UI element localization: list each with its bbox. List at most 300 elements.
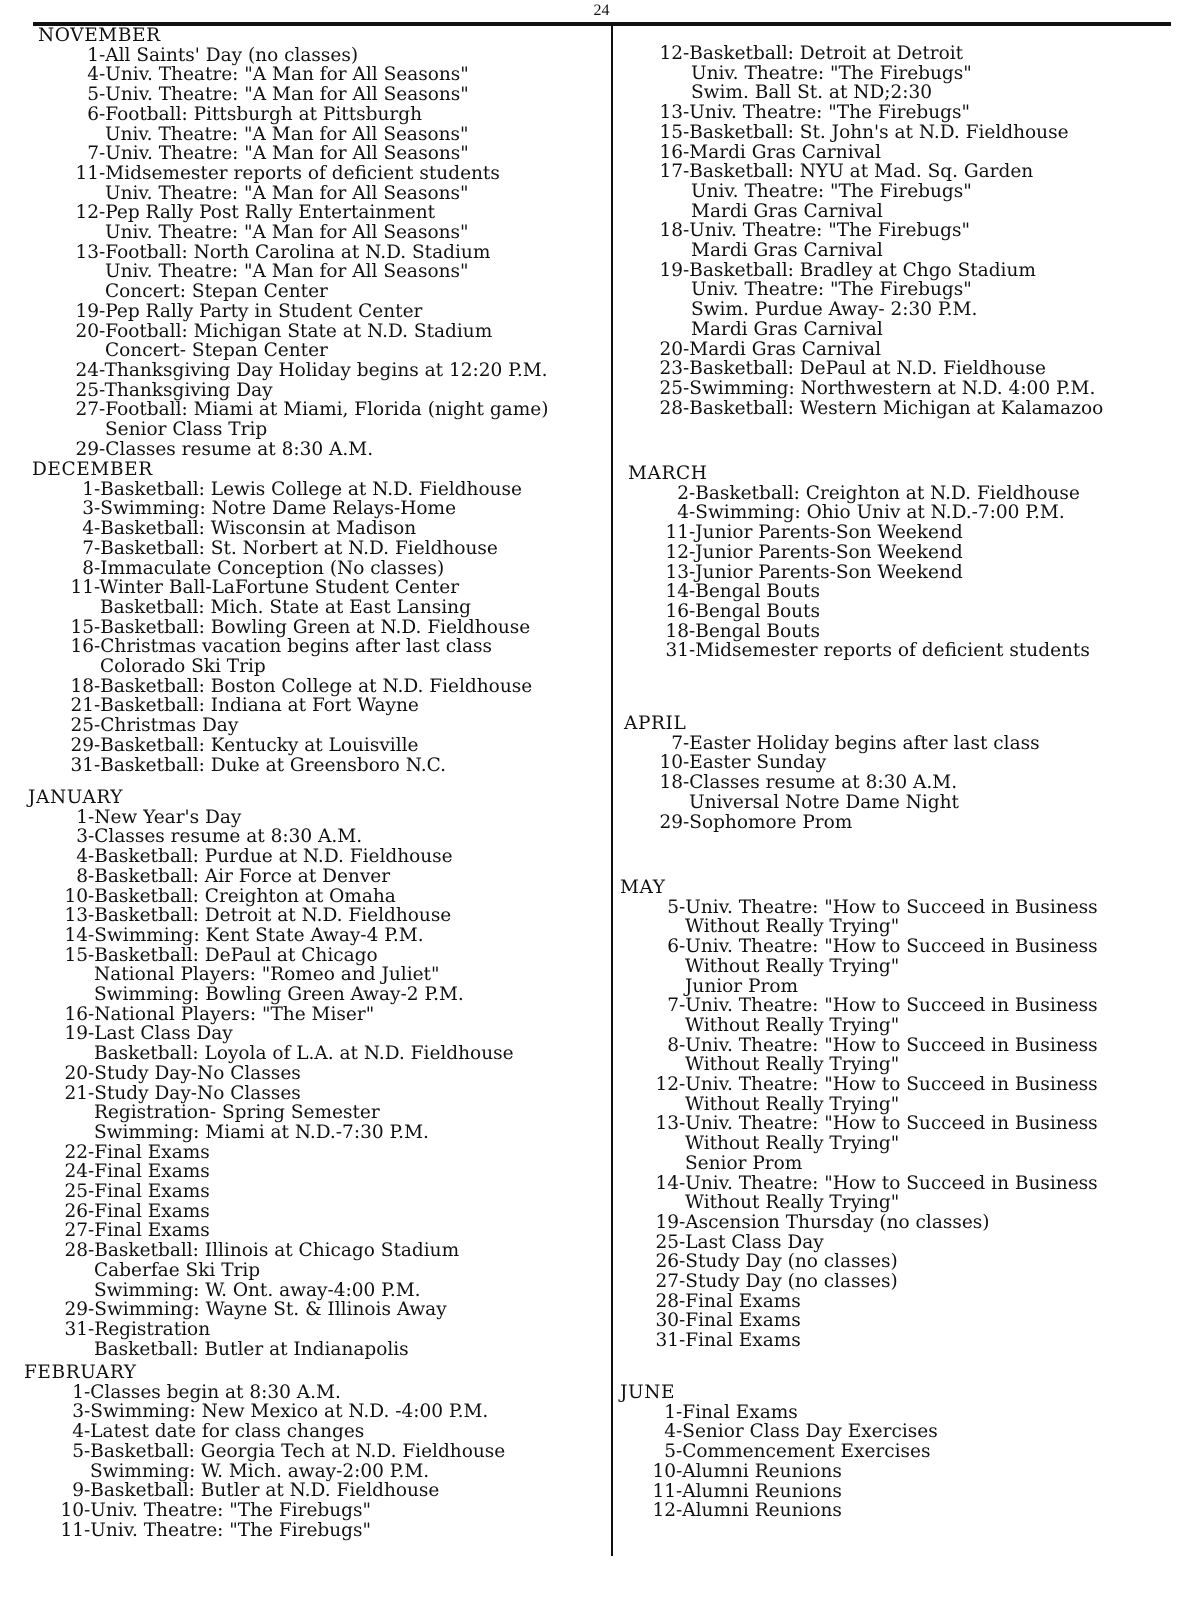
entry-text: Football: Pittsburgh at Pittsburgh xyxy=(105,103,423,125)
entry-dash: - xyxy=(679,1034,686,1056)
entry-dash: - xyxy=(676,1480,683,1502)
entry-dash: - xyxy=(99,241,106,263)
entry-day: 19 xyxy=(64,1023,88,1045)
entry-dash: - xyxy=(94,616,101,638)
entry-text: Basketball: Western Michigan at Kalamazoo xyxy=(689,397,1104,419)
entry-day: 4 xyxy=(664,1421,676,1443)
calendar-entry xyxy=(620,1403,938,1423)
entry-text: Basketball: Creighton at Omaha xyxy=(94,885,396,907)
entry-text: Final Exams xyxy=(94,1181,210,1203)
entry-dash: - xyxy=(88,826,95,848)
entry-text: Classes resume at 8:30 A.M. xyxy=(105,438,374,460)
entry-text: Study Day-No Classes xyxy=(94,1062,301,1084)
entry-text: Bengal Bouts xyxy=(695,600,820,622)
entry-dash: - xyxy=(689,561,696,583)
entry-text: Mardi Gras Carnival xyxy=(689,141,882,163)
entry-dash: - xyxy=(679,1290,686,1312)
calendar-entry xyxy=(620,503,1090,523)
entry-day: 27 xyxy=(64,1220,88,1242)
entry-day: 15 xyxy=(64,944,88,966)
entry-text: Swimming: Notre Dame Relays-Home xyxy=(100,498,457,520)
entry-text: Final Exams xyxy=(685,1330,801,1352)
entry-dash: - xyxy=(88,1220,95,1242)
entry-day: 1 xyxy=(664,1401,676,1423)
calendar-entry xyxy=(24,519,532,539)
entry-text: Classes resume at 8:30 A.M. xyxy=(94,826,363,848)
entry-text: Mardi Gras Carnival xyxy=(691,318,883,340)
calendar-entry xyxy=(620,813,1040,833)
month-june xyxy=(620,1383,938,1521)
entry-day: 4 xyxy=(87,64,99,86)
entry-dash: - xyxy=(99,103,106,125)
entry-text: Swimming: W. Ont. away-4:00 P.M. xyxy=(94,1279,421,1301)
entry-day: 31 xyxy=(70,754,94,776)
entry-text: Christmas Day xyxy=(100,715,239,737)
entry-dash: - xyxy=(683,772,690,794)
entry-day: 3 xyxy=(76,826,88,848)
calendar-entry xyxy=(620,898,1098,937)
calendar-entry xyxy=(620,1311,1098,1331)
calendar-entry xyxy=(24,1143,514,1163)
entry-text: Football: Miami at Miami, Florida (night game) xyxy=(105,399,549,421)
entry-text: Senior Class Trip xyxy=(105,419,268,441)
calendar-entry xyxy=(620,1501,938,1521)
month-december xyxy=(24,460,532,775)
entry-day: 14 xyxy=(665,581,689,603)
entry-dash: - xyxy=(88,806,95,828)
calendar-entry xyxy=(620,162,1103,221)
entry-text: Football: Michigan State at N.D. Stadium xyxy=(105,320,493,342)
entry-text: Final Exams xyxy=(682,1401,798,1423)
entry-text: Pep Rally Post Rally Entertainment xyxy=(105,202,436,224)
month-heading: FEBRUARY xyxy=(24,1362,137,1383)
calendar-entry xyxy=(24,1402,505,1422)
entry-text: Sophomore Prom xyxy=(689,811,853,833)
entry-text: Registration- Spring Semester xyxy=(94,1102,380,1124)
entry-text: Junior Parents-Son Weekend xyxy=(695,541,963,563)
entry-text: Univ. Theatre: "A Man for All Seasons" xyxy=(105,261,469,283)
entry-day: 13 xyxy=(64,905,88,927)
entry-text: Ascension Thursday (no classes) xyxy=(685,1211,990,1233)
entry-text: Alumni Reunions xyxy=(682,1460,842,1482)
entry-text: Univ. Theatre: "A Man for All Seasons" xyxy=(105,123,469,145)
entry-text: Univ. Theatre: "The Firebugs" xyxy=(691,279,972,301)
entry-text: Basketball: Bowling Green at N.D. Fieldhouse xyxy=(100,616,531,638)
entry-text: Thanksgiving Day Holiday begins at 12:20 P.M. xyxy=(104,359,548,381)
entry-dash: - xyxy=(94,734,101,756)
entry-day: 24 xyxy=(64,1161,88,1183)
entry-day: 10 xyxy=(64,885,88,907)
calendar-entry xyxy=(620,1036,1098,1075)
entry-day: 4 xyxy=(72,1421,84,1443)
entry-text: Final Exams xyxy=(685,1310,801,1332)
entry-text: Midsemester reports of deficient students xyxy=(695,640,1090,662)
month-november xyxy=(24,26,548,459)
entry-dash: - xyxy=(689,482,696,504)
entry-day: 20 xyxy=(75,320,99,342)
entry-dash: - xyxy=(679,1310,686,1332)
entry-day: 25 xyxy=(75,379,99,401)
entry-text: New Year's Day xyxy=(94,806,242,828)
entry-text: Easter Holiday begins after last class xyxy=(689,732,1040,754)
entry-text: Latest date for class changes xyxy=(90,1421,365,1443)
month-february-continued xyxy=(620,44,1103,418)
entry-dash: - xyxy=(94,636,101,658)
entry-dash: - xyxy=(683,358,690,380)
entry-day: 3 xyxy=(82,498,94,520)
entry-day: 13 xyxy=(659,102,683,124)
entry-day: 8 xyxy=(82,557,94,579)
entry-text: Concert: Stepan Center xyxy=(105,281,328,303)
entry-dash: - xyxy=(683,397,690,419)
calendar-entry xyxy=(24,440,548,460)
entry-text: Basketball: Loyola of L.A. at N.D. Fieldhouse xyxy=(94,1043,514,1065)
entry-text: Univ. Theatre: "How to Succeed in Business xyxy=(685,936,1098,958)
entry-dash: - xyxy=(676,1441,683,1463)
entry-day: 14 xyxy=(64,924,88,946)
calendar-entry xyxy=(24,1064,514,1084)
entry-text: Basketball: Bradley at Chgo Stadium xyxy=(689,259,1036,281)
calendar-entry xyxy=(24,926,514,946)
entry-dash: - xyxy=(99,162,106,184)
entry-day: 14 xyxy=(655,1172,679,1194)
calendar-entry xyxy=(620,484,1090,504)
calendar-entry xyxy=(620,563,1090,583)
calendar-entry xyxy=(24,736,532,756)
entry-dash: - xyxy=(88,905,95,927)
entry-day: 18 xyxy=(665,620,689,642)
calendar-entry xyxy=(24,637,532,676)
entry-day: 12 xyxy=(75,202,99,224)
entry-text: Final Exams xyxy=(685,1290,801,1312)
entry-dash: - xyxy=(99,64,106,86)
entry-dash: - xyxy=(683,121,690,143)
entry-text: Swimming: Ohio Univ at N.D.-7:00 P.M. xyxy=(695,502,1065,524)
entry-day: 11 xyxy=(75,162,99,184)
entry-text: Univ. Theatre: "A Man for All Seasons" xyxy=(105,84,469,106)
entry-day: 29 xyxy=(70,734,94,756)
month-january xyxy=(24,788,514,1359)
entry-dash: - xyxy=(689,620,696,642)
entry-dash: - xyxy=(689,600,696,622)
entry-day: 29 xyxy=(64,1299,88,1321)
entry-text: Basketball: Creighton at N.D. Fieldhouse xyxy=(695,482,1080,504)
entry-text: Thanksgiving Day xyxy=(104,379,273,401)
entry-dash: - xyxy=(88,924,95,946)
entry-text: Basketball: St. Norbert at N.D. Fieldhouse xyxy=(100,537,498,559)
entry-day: 13 xyxy=(75,241,99,263)
entry-dash: - xyxy=(94,715,101,737)
entry-text: Univ. Theatre: "A Man for All Seasons" xyxy=(105,64,469,86)
calendar-entry xyxy=(620,1233,1098,1253)
calendar-entry xyxy=(24,1005,514,1025)
entry-text: Basketball: St. John's at N.D. Fieldhouse xyxy=(689,121,1069,143)
entry-text: Basketball: Illinois at Chicago Stadium xyxy=(94,1240,460,1262)
entry-text: Basketball: DePaul at Chicago xyxy=(94,944,378,966)
calendar-entry xyxy=(620,103,1103,123)
entry-text: Univ. Theatre: "A Man for All Seasons" xyxy=(105,182,469,204)
entry-text: Basketball: Purdue at N.D. Fieldhouse xyxy=(94,846,453,868)
entry-day: 19 xyxy=(75,300,99,322)
entry-text: Without Really Trying" xyxy=(685,1133,900,1155)
entry-day: 4 xyxy=(677,502,689,524)
entry-dash: - xyxy=(88,1240,95,1262)
entry-text: Univ. Theatre: "How to Succeed in Business xyxy=(685,995,1098,1017)
entry-day: 10 xyxy=(60,1499,84,1521)
entry-text: Last Class Day xyxy=(685,1231,824,1253)
entry-dash: - xyxy=(676,1500,683,1522)
entry-text: Alumni Reunions xyxy=(682,1480,842,1502)
entry-day: 1 xyxy=(72,1381,84,1403)
entry-dash: - xyxy=(88,1082,95,1104)
calendar-entry xyxy=(24,578,532,617)
calendar-entry xyxy=(24,906,514,926)
calendar-entry xyxy=(620,622,1090,642)
entry-dash: - xyxy=(84,1440,91,1462)
entry-dash: - xyxy=(689,581,696,603)
entry-text: Concert- Stepan Center xyxy=(105,340,328,362)
entry-dash: - xyxy=(88,1299,95,1321)
entry-text: Basketball: Detroit at N.D. Fieldhouse xyxy=(94,905,452,927)
entry-day: 8 xyxy=(76,865,88,887)
entry-day: 10 xyxy=(659,752,683,774)
entry-dash: - xyxy=(94,577,100,599)
calendar-entry xyxy=(24,46,548,66)
calendar-entry xyxy=(24,677,532,697)
calendar-entry xyxy=(24,499,532,519)
entry-dash: - xyxy=(99,300,106,322)
calendar-entry xyxy=(24,887,514,907)
entry-text: Immaculate Conception (No classes) xyxy=(100,557,445,579)
entry-text: Football: North Carolina at N.D. Stadium xyxy=(105,241,491,263)
entry-dash: - xyxy=(99,202,106,224)
calendar-entry xyxy=(620,44,1103,103)
entry-text: Basketball: Boston College at N.D. Fieldhouse xyxy=(100,675,533,697)
entry-text: Registration xyxy=(94,1318,211,1340)
entry-day: 15 xyxy=(659,121,683,143)
entry-text: Swimming: W. Mich. away-2:00 P.M. xyxy=(90,1460,430,1482)
calendar-entry xyxy=(24,1320,514,1359)
entry-text: Univ. Theatre: "How to Succeed in Business xyxy=(685,1074,1098,1096)
entry-text: Study Day (no classes) xyxy=(685,1271,898,1293)
entry-day: 19 xyxy=(655,1211,679,1233)
entry-text: Univ. Theatre: "The Firebugs" xyxy=(691,180,972,202)
entry-text: Univ. Theatre: "How to Succeed in Business xyxy=(685,1034,1098,1056)
entry-text: Final Exams xyxy=(94,1200,210,1222)
entry-dash: - xyxy=(94,478,101,500)
entry-dash: - xyxy=(679,1211,686,1233)
entry-day: 30 xyxy=(655,1310,679,1332)
entry-dash: - xyxy=(99,379,105,401)
entry-day: 7 xyxy=(667,995,679,1017)
calendar-entry xyxy=(620,399,1103,419)
entry-day: 7 xyxy=(87,143,99,165)
entry-text: Swim. Purdue Away- 2:30 P.M. xyxy=(691,299,978,321)
entry-dash: - xyxy=(679,995,686,1017)
calendar-entry xyxy=(24,1182,514,1202)
calendar-entry xyxy=(620,359,1103,379)
entry-dash: - xyxy=(679,1113,686,1135)
calendar-entry xyxy=(620,996,1098,1035)
entry-day: 29 xyxy=(75,438,99,460)
entry-day: 1 xyxy=(82,478,94,500)
entry-text: Classes resume at 8:30 A.M. xyxy=(689,772,958,794)
entry-day: 12 xyxy=(655,1074,679,1096)
entry-day: 1 xyxy=(87,44,99,66)
entry-day: 1 xyxy=(76,806,88,828)
entry-dash: - xyxy=(683,141,690,163)
entry-day: 2 xyxy=(677,482,689,504)
calendar-entry xyxy=(24,480,532,500)
entry-text: Univ. Theatre: "A Man for All Seasons" xyxy=(105,222,469,244)
entry-day: 5 xyxy=(72,1440,84,1462)
calendar-entry xyxy=(24,847,514,867)
entry-text: Basketball: DePaul at N.D. Fieldhouse xyxy=(689,358,1046,380)
calendar-entry xyxy=(620,937,1098,996)
entry-dash: - xyxy=(679,1074,686,1096)
entry-text: Basketball: Wisconsin at Madison xyxy=(100,518,417,540)
entry-day: 16 xyxy=(64,1003,88,1025)
page-number: 24 xyxy=(593,2,610,19)
entry-text: Bengal Bouts xyxy=(695,581,820,603)
calendar-entry xyxy=(620,261,1103,340)
calendar-entry xyxy=(620,1482,938,1502)
calendar-entry xyxy=(620,1252,1098,1272)
entry-text: National Players: "The Miser" xyxy=(94,1003,375,1025)
entry-day: 29 xyxy=(659,811,683,833)
entry-text: Univ. Theatre: "The Firebugs" xyxy=(689,220,971,242)
calendar-entry xyxy=(620,1292,1098,1312)
calendar-entry xyxy=(620,773,1040,812)
calendar-entry xyxy=(24,1221,514,1241)
entry-day: 12 xyxy=(652,1500,676,1522)
entry-text: Senior Class Day Exercises xyxy=(682,1421,938,1443)
entry-day: 25 xyxy=(655,1231,679,1253)
entry-dash: - xyxy=(88,1200,95,1222)
calendar-entry xyxy=(620,1272,1098,1292)
entry-dash: - xyxy=(88,865,95,887)
entry-dash: - xyxy=(679,896,686,918)
calendar-entry xyxy=(24,1383,505,1403)
entry-text: Universal Notre Dame Night xyxy=(689,791,959,813)
entry-text: Basketball: Butler at Indianapolis xyxy=(94,1338,409,1360)
entry-dash: - xyxy=(84,1519,91,1541)
month-heading: JUNE xyxy=(620,1382,676,1403)
entry-text: Bengal Bouts xyxy=(695,620,820,642)
entry-day: 25 xyxy=(70,715,94,737)
entry-text: Univ. Theatre: "The Firebugs" xyxy=(90,1519,372,1541)
entry-text: All Saints' Day (no classes) xyxy=(105,44,359,66)
entry-text: Christmas vacation begins after last class xyxy=(100,636,492,658)
entry-text: Study Day (no classes) xyxy=(685,1251,898,1273)
entry-dash: - xyxy=(683,752,690,774)
entry-text: Last Class Day xyxy=(94,1023,233,1045)
calendar-entry xyxy=(24,618,532,638)
entry-day: 11 xyxy=(652,1480,676,1502)
entry-text: Swimming: Kent State Away-4 P.M. xyxy=(94,924,424,946)
entry-day: 9 xyxy=(72,1480,84,1502)
entry-dash: - xyxy=(99,84,106,106)
entry-text: Basketball: Butler at N.D. Fieldhouse xyxy=(90,1480,440,1502)
entry-day: 6 xyxy=(87,103,99,125)
entry-dash: - xyxy=(94,518,101,540)
entry-text: Caberfae Ski Trip xyxy=(94,1259,261,1281)
calendar-entry xyxy=(620,582,1090,602)
calendar-entry xyxy=(620,602,1090,622)
entry-day: 18 xyxy=(659,220,683,242)
entry-text: Study Day-No Classes xyxy=(94,1082,301,1104)
entry-text: Basketball: Kentucky at Louisville xyxy=(100,734,419,756)
calendar-entry xyxy=(24,946,514,1005)
entry-text: Swim. Ball St. at ND;2:30 xyxy=(691,82,933,104)
entry-day: 26 xyxy=(64,1200,88,1222)
calendar-entry xyxy=(24,1084,514,1143)
entry-day: 11 xyxy=(665,522,689,544)
calendar-entry xyxy=(24,756,532,776)
entry-day: 21 xyxy=(70,695,94,717)
calendar-entry xyxy=(620,143,1103,163)
entry-dash: - xyxy=(88,1161,95,1183)
entry-text: Mardi Gras Carnival xyxy=(689,338,882,360)
entry-dash: - xyxy=(679,936,686,958)
month-february xyxy=(24,1363,505,1540)
entry-dash: - xyxy=(94,754,101,776)
entry-dash: - xyxy=(679,1231,686,1253)
entry-day: 11 xyxy=(60,1519,84,1541)
entry-dash: - xyxy=(94,498,101,520)
entry-dash: - xyxy=(679,1271,686,1293)
entry-text: Without Really Trying" xyxy=(685,1014,900,1036)
entry-text: National Players: "Romeo and Juliet" xyxy=(94,964,440,986)
calendar-entry xyxy=(620,1422,938,1442)
entry-day: 28 xyxy=(64,1240,88,1262)
month-march xyxy=(620,464,1090,661)
calendar-entry xyxy=(620,1075,1098,1114)
month-heading: DECEMBER xyxy=(32,459,153,480)
calendar-entry xyxy=(24,1300,514,1320)
entry-dash: - xyxy=(683,161,690,183)
entry-text: Junior Parents-Son Weekend xyxy=(695,522,963,544)
calendar-entry xyxy=(620,753,1040,773)
entry-dash: - xyxy=(88,944,95,966)
entry-text: Basketball: NYU at Mad. Sq. Garden xyxy=(689,161,1034,183)
entry-dash: - xyxy=(676,1460,683,1482)
entry-dash: - xyxy=(84,1401,91,1423)
entry-day: 6 xyxy=(667,936,679,958)
entry-day: 21 xyxy=(64,1082,88,1104)
entry-dash: - xyxy=(689,502,696,524)
entry-day: 11 xyxy=(70,577,94,599)
calendar-entry xyxy=(620,1174,1098,1213)
entry-text: Swimming: Wayne St. & Illinois Away xyxy=(94,1299,447,1321)
entry-day: 20 xyxy=(64,1062,88,1084)
entry-dash: - xyxy=(88,846,95,868)
calendar-entry xyxy=(24,1162,514,1182)
entry-text: Colorado Ski Trip xyxy=(100,656,266,678)
entry-day: 20 xyxy=(659,338,683,360)
calendar-entry xyxy=(24,65,548,85)
entry-day: 7 xyxy=(671,732,683,754)
entry-text: Univ. Theatre: "How to Succeed in Business xyxy=(685,1172,1098,1194)
entry-day: 24 xyxy=(75,359,99,381)
entry-text: Basketball: Georgia Tech at N.D. Fieldhouse xyxy=(90,1440,506,1462)
entry-dash: - xyxy=(88,1003,95,1025)
calendar-entry xyxy=(24,400,548,439)
entry-text: Midsemester reports of deficient students xyxy=(105,162,500,184)
calendar-entry xyxy=(24,539,532,559)
calendar-entry xyxy=(24,144,548,164)
entry-day: 16 xyxy=(70,636,94,658)
